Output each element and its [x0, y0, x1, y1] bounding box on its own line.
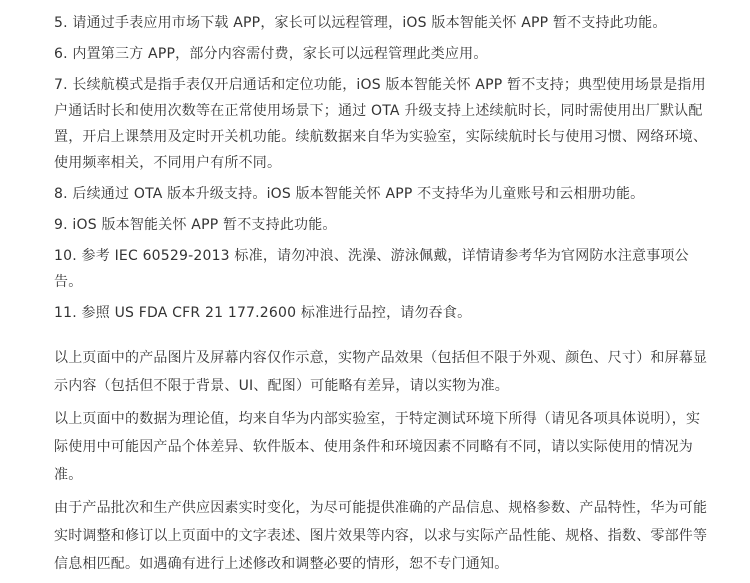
disclaimer-changes: 由于产品批次和生产供应因素实时变化，为尽可能提供准确的产品信息、规格参数、产品特性，华为可能实时调整和修订以上页面中的文字表述、图片效果等内容，以求与实际产品性能、规格、指数、零部件等信息相匹配。如遇确有进行上述修改和调整必要的情形，恕不专门通知。 [54, 500, 708, 572]
footnote-10: 10. 参考 IEC 60529-2013 标准，请勿冲浪、洗澡、游泳佩戴，详情请参考华为官网防水注意事项公告。 [54, 248, 689, 290]
disclaimer-images: 以上页面中的产品图片及屏幕内容仅作示意，实物产品效果（包括但不限于外观、颜色、尺寸）和屏幕显示内容（包括但不限于背景、UI、配图）可能略有差异，请以实物为准。 [54, 350, 708, 394]
footnote-9: 9. iOS 版本智能关怀 APP 暂不支持此功能。 [54, 217, 337, 233]
footnote-7: 7. 长续航模式是指手表仅开启通话和定位功能，iOS 版本智能关怀 APP 暂不支持；典型使用场景是指用户通话时长和使用次数等在正常使用场景下；通过 OTA 升级支持上述续航时长，同时需使用出厂默认配置，开启上课禁用及定时开关机功能。续航数据来自华为实验室，实际续航时长与使用习惯、网络环境、使用频率相关，不同用户有所不同。 [54, 77, 708, 171]
footnote-6: 6. 内置第三方 APP，部分内容需付费，家长可以远程管理此类应用。 [54, 46, 488, 62]
footnote-5: 5. 请通过手表应用市场下载 APP，家长可以远程管理，iOS 版本智能关怀 APP 暂不支持此功能。 [54, 15, 667, 31]
footnote-11: 11. 参照 US FDA CFR 21 177.2600 标准进行品控，请勿吞食。 [54, 305, 472, 321]
disclaimer-data: 以上页面中的数据为理论值，均来自华为内部实验室，于特定测试环境下所得（请见各项具体说明），实际使用中可能因产品个体差异、软件版本、使用条件和环境因素不同略有不同，请以实际使用的情况为准。 [54, 411, 701, 483]
disclaimer-section [54, 344, 714, 583]
footnotes-list [54, 10, 714, 331]
footnote-8: 8. 后续通过 OTA 版本升级支持。iOS 版本智能关怀 APP 不支持华为儿童账号和云相册功能。 [54, 186, 645, 202]
